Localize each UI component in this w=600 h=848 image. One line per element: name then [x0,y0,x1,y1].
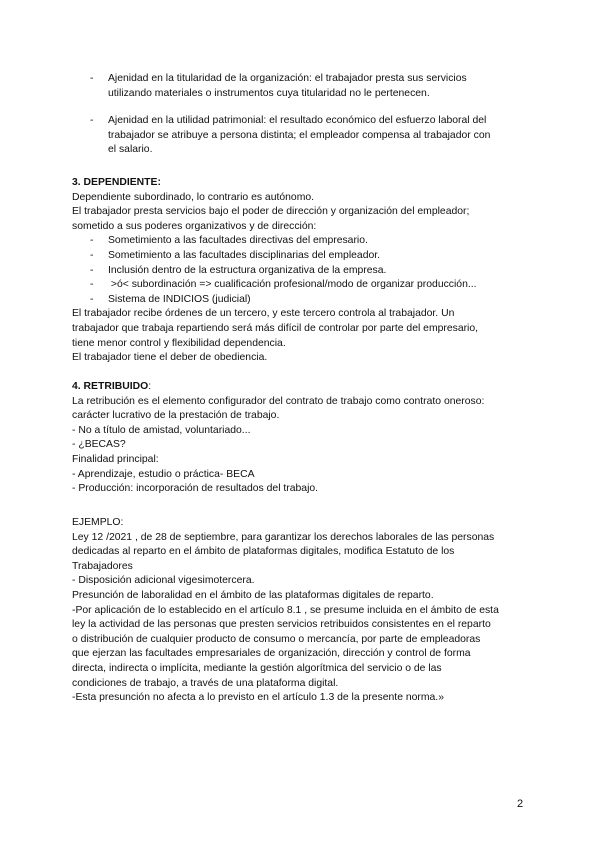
text-line: El trabajador recibe órdenes de un tercero, y este tercero controla al trabajador. Un [72,308,455,320]
text-line: carácter lucrativo de la prestación de trabajo. [72,410,280,422]
text-line: - Aprendizaje, estudio o práctica- BECA [72,468,255,480]
text-line: - Disposición adicional vigesimotercera. [72,575,255,587]
text-line: Ley 12 /2021 , de 28 de septiembre, para garantizar los derechos laborales de las personas [72,531,495,543]
text-line: directa, indirecta o implícita, mediante la gestión algorítmica del servicio o de las [72,662,442,674]
text-line: trabajador se atribuye a persona distinta; el empleador compensa al trabajador con [108,129,491,141]
text-line: -Esta presunción no afecta a lo previsto en el artículo 1.3 de la presente norma.» [72,692,444,704]
page-number: 2 [517,798,524,810]
bullet-dash: - [90,115,94,126]
text-line: ley la actividad de las personas que presten servicios retribuidos consistentes en el reparto [72,619,491,631]
section-heading-row [72,380,532,395]
text-line: condiciones de trabajo, a través de una plataforma digital. [72,677,339,689]
heading-colon: : [148,381,152,392]
text-line: Trabajadores [72,560,133,572]
section-retribuido [72,380,532,497]
text-line: Dependiente subordinado, lo contrario es autónomo. [72,191,315,203]
text-line: El trabajador tiene el deber de obediencia. [72,352,268,364]
text-line: o distribución de cualquier producto de consumo o mercancía, por parte de empleadoras [72,633,481,645]
text-line: el salario. [108,144,153,156]
text-line: Ajenidad en la utilidad patrimonial: el resultado económico del esfuerzo laboral del [108,115,487,126]
text-line: - ¿BECAS? [72,439,126,451]
section-heading: 3. DEPENDIENTE: [72,177,161,188]
list-item: - Sistema de INDICIOS (judicial) [90,293,251,305]
text-line: Finalidad principal: [72,453,159,465]
text-line: Ajenidad en la titularidad de la organización: el trabajador presta sus servicios [108,73,467,84]
section-heading: 4. RETRIBUIDO [72,381,149,392]
text-line: EJEMPLO: [72,517,124,528]
text-line: -Por aplicación de lo establecido en el artículo 8.1 , se presume incluida en el ámbito de esta [72,604,499,616]
text-line: - No a título de amistad, voluntariado... [72,424,251,436]
text-line: sometido a sus poderes organizativos y de dirección: [72,220,317,232]
bullet-ajenidad-utilidad [72,114,532,158]
text-line: utilizando materiales o instrumentos cuya titularidad no le pertenecen. [108,87,430,99]
text-line: Presunción de laboralidad en el ámbito de las plataformas digitales de reparto. [72,589,434,601]
text-line: - Producción: incorporación de resultados del trabajo. [72,483,319,495]
text-line: trabajador que trabaja repartiendo será más difícil de controlar por parte del empresario, [72,322,479,334]
list-item: - Sometimiento a las facultades disciplinarias del empleador. [90,249,381,261]
text-line: tiene menor control y flexibilidad dependencia. [72,337,286,349]
text-line: dedicadas al reparto en el ámbito de plataformas digitales, modifica Estatuto de los [72,546,455,558]
bullet-ajenidad-titularidad [72,72,532,101]
section-dependiente [72,176,532,366]
list-item: - Inclusión dentro de la estructura organizativa de la empresa. [90,264,387,276]
list-item: - >ó< subordinación => cualificación profesional/modo de organizar producción... [90,279,477,291]
text-line: El trabajador presta servicios bajo el poder de dirección y organización del empleador; [72,206,470,218]
bullet-dash: - [90,73,94,84]
text-line: que ejerzan las facultades empresariales de organización, dirección y control de forma [72,648,471,660]
text-line: La retribución es el elemento configurador del contrato de trabajo como contrato oneroso: [72,395,485,407]
section-ejemplo [72,516,532,706]
list-item: - Sometimiento a las facultades directivas del empresario. [90,235,368,247]
